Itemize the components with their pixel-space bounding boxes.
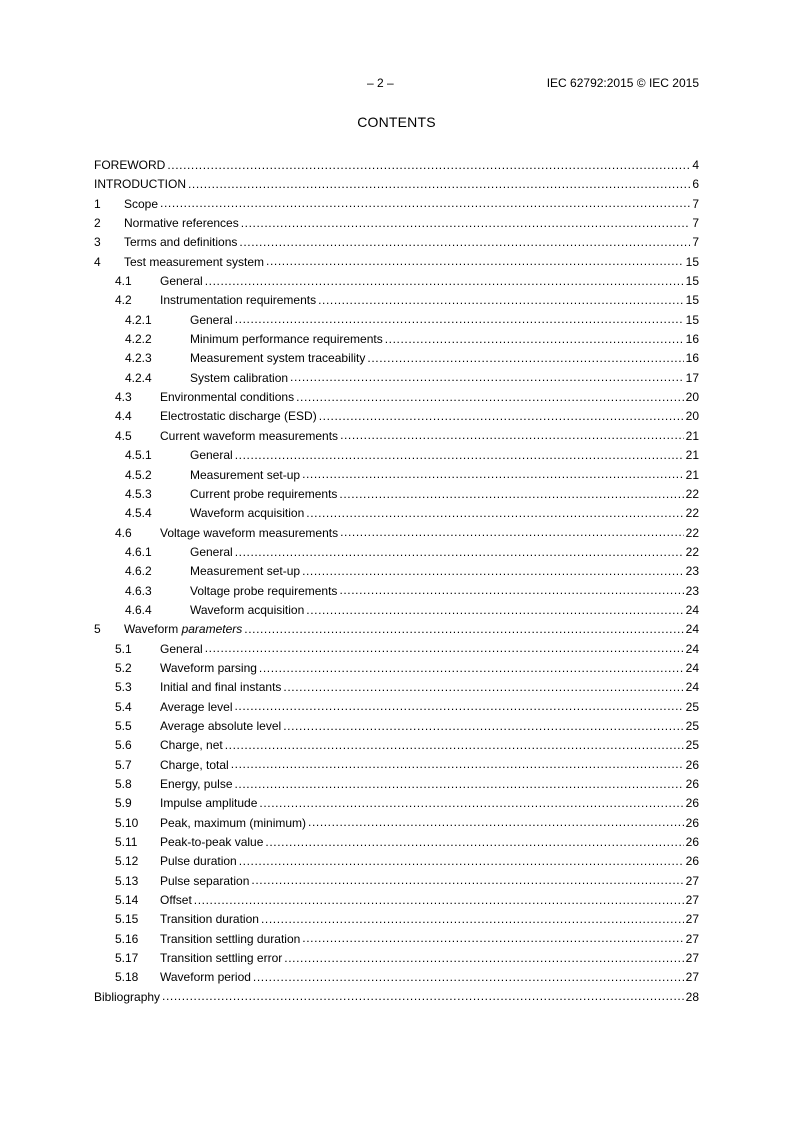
dot-leader [290, 372, 684, 384]
toc-entry[interactable] [94, 794, 699, 813]
toc-entry[interactable] [94, 910, 699, 929]
dot-leader [239, 237, 690, 249]
toc-entry-number: 5.3 [115, 680, 132, 695]
toc-entry-title [160, 814, 306, 833]
toc-entry-title [160, 775, 233, 794]
toc-entry-title [160, 388, 294, 407]
toc-entry-page: 22 [685, 544, 699, 559]
toc-entry-title [160, 930, 300, 949]
dot-leader [167, 160, 690, 172]
dot-leader [251, 875, 683, 887]
dot-leader [339, 585, 683, 597]
toc-entry-title [160, 698, 233, 717]
toc-entry-title-text: Normative references [124, 216, 239, 231]
dot-leader [284, 953, 683, 965]
toc-entry-number: 5.15 [115, 912, 139, 927]
toc-entry-page: 26 [685, 835, 699, 850]
toc-entry-number: 4 [94, 254, 101, 269]
toc-entry-page: 26 [685, 777, 699, 791]
toc-entry-number: 4.5.3 [125, 486, 152, 501]
toc-entry[interactable] [94, 156, 699, 175]
toc-entry-title-text: Measurement set-up [190, 564, 301, 579]
dot-leader [259, 663, 684, 675]
toc-entry-title-text: Average level [160, 699, 233, 714]
toc-entry-title-text: INTRODUCTION [94, 177, 186, 192]
toc-entry[interactable] [94, 833, 699, 852]
dot-leader [306, 605, 683, 617]
dot-leader [302, 469, 684, 481]
toc-entry-title [190, 330, 383, 349]
toc-entry-title-text: Waveform [124, 622, 182, 637]
dot-leader [283, 721, 683, 733]
toc-entry-title [160, 272, 203, 291]
toc-entry-page: 24 [685, 602, 699, 617]
toc-entry-number: 4.6.4 [125, 602, 152, 617]
toc-entry-number: 4.6.2 [125, 564, 152, 579]
toc-entry[interactable] [94, 195, 699, 214]
toc-entry-page: 20 [685, 390, 699, 405]
dot-leader [259, 798, 683, 810]
dot-leader [253, 972, 684, 984]
toc-entry-number: 4.1 [115, 274, 132, 289]
document-reference: IEC 62792:2015 © IEC 2015 [546, 76, 699, 90]
dot-leader [244, 624, 683, 636]
toc-entry-number: 4.2.1 [125, 312, 152, 327]
toc-entry-title-text: Electrostatic discharge (ESD) [160, 409, 317, 424]
toc-entry-page: 26 [685, 815, 699, 830]
dot-leader [318, 295, 684, 307]
toc-entry-title-text: General [190, 448, 233, 463]
toc-entry-page: 28 [685, 989, 699, 1004]
dot-leader [194, 895, 684, 907]
toc-entry-page: 25 [685, 699, 699, 714]
toc-entry-page: 25 [685, 718, 699, 733]
toc-entry-title [160, 910, 259, 929]
toc-entry-title-text: Average absolute level [160, 718, 282, 733]
toc-entry-page: 24 [685, 622, 699, 637]
toc-entry-page: 26 [685, 854, 699, 869]
toc-entry-number: 1 [94, 196, 101, 211]
toc-entry[interactable] [94, 407, 699, 426]
dot-leader [296, 392, 684, 404]
toc-entry-title [160, 794, 257, 813]
toc-entry[interactable] [94, 311, 699, 330]
toc-entry[interactable] [94, 504, 699, 523]
toc-entry-title-text: Peak-to-peak value [160, 835, 264, 850]
toc-entry[interactable] [94, 678, 699, 697]
toc-entry[interactable] [94, 582, 699, 601]
toc-entry-title-text: Minimum performance requirements [190, 332, 383, 347]
toc-entry-title [124, 620, 242, 639]
toc-entry-page: 22 [685, 506, 699, 521]
toc-entry-page: 24 [685, 660, 699, 675]
toc-entry[interactable] [94, 388, 699, 407]
toc-entry[interactable] [94, 775, 699, 794]
toc-entry-title [160, 291, 316, 310]
toc-entry-page: 27 [685, 951, 699, 966]
dot-leader [241, 218, 691, 230]
toc-entry-title-text: Voltage probe requirements [190, 583, 338, 598]
toc-entry[interactable] [94, 988, 699, 1007]
toc-entry[interactable] [94, 175, 699, 194]
toc-entry-number: 5.1 [115, 641, 132, 656]
toc-entry-title-text: FOREWORD [94, 158, 166, 172]
toc-entry[interactable] [94, 891, 699, 910]
toc-entry-number: 5.4 [115, 699, 132, 714]
toc-entry-title-text: Initial and final instants [160, 680, 282, 695]
toc-entry-title [160, 427, 338, 446]
toc-entry[interactable] [94, 330, 699, 349]
toc-entry-page: 24 [685, 641, 699, 656]
toc-entry-title-text: Current probe requirements [190, 486, 338, 501]
toc-entry[interactable] [94, 524, 699, 543]
dot-leader [340, 430, 684, 442]
toc-entry[interactable] [94, 446, 699, 465]
toc-entry-page: 23 [685, 583, 699, 598]
toc-entry-title [124, 233, 237, 252]
toc-entry-page: 7 [692, 196, 699, 211]
dot-leader [385, 334, 684, 346]
toc-entry-page: 7 [692, 216, 699, 231]
toc-entry-title-text: Waveform acquisition [190, 602, 305, 617]
toc-entry-title [190, 349, 365, 368]
toc-entry-title [160, 407, 317, 426]
toc-entry-title-text: Transition duration [160, 912, 259, 927]
dot-leader [188, 179, 690, 191]
toc-entry-title [160, 736, 223, 755]
toc-entry-title [190, 504, 304, 523]
toc-entry-page: 23 [685, 564, 699, 579]
toc-entry-title-text: Waveform parsing [160, 660, 257, 675]
toc-entry-page: 21 [685, 428, 699, 443]
page-title: CONTENTS [357, 114, 436, 130]
toc-entry-title-text: Impulse amplitude [160, 796, 258, 811]
dot-leader [265, 837, 683, 849]
toc-entry[interactable] [94, 427, 699, 446]
toc-entry[interactable] [94, 852, 699, 871]
toc-entry-title-text: Waveform acquisition [190, 506, 305, 521]
toc-entry-page: 15 [685, 293, 699, 308]
toc-entry[interactable] [94, 369, 699, 388]
toc-entry-number: 4.2 [115, 293, 132, 308]
toc-entry-title-text: Instrumentation requirements [160, 293, 317, 308]
toc-entry-number: 4.2.2 [125, 332, 152, 347]
toc-entry[interactable] [94, 756, 699, 775]
toc-entry-title-text: Pulse duration [160, 854, 237, 869]
toc-entry-page: 20 [685, 409, 699, 424]
dot-leader [367, 353, 683, 365]
toc-entry-title [160, 659, 257, 678]
toc-entry[interactable] [94, 814, 699, 833]
toc-entry[interactable] [94, 214, 699, 233]
toc-entry-page: 15 [685, 274, 699, 289]
toc-entry-page: 22 [685, 525, 699, 540]
dot-leader [205, 643, 684, 655]
toc-entry-title [124, 195, 158, 214]
toc-entry-number: 4.6.3 [125, 583, 152, 598]
toc-entry-number: 5.2 [115, 660, 132, 675]
toc-entry-title-text: Waveform period [160, 970, 251, 985]
toc-entry-title [190, 369, 288, 388]
toc-entry-title-text: General [190, 544, 233, 559]
toc-entry-title [160, 678, 281, 697]
toc-entry-page: 15 [685, 254, 699, 269]
toc-entry-title [160, 891, 192, 910]
toc-entry-page: 27 [685, 912, 699, 927]
toc-entry-page: 15 [685, 312, 699, 327]
toc-entry-title-text: Charge, total [160, 757, 229, 772]
toc-entry-title [160, 524, 338, 543]
toc-entry-title-text: Energy, pulse [160, 777, 233, 791]
toc-entry[interactable] [94, 253, 699, 272]
toc-entry-page: 22 [685, 486, 699, 501]
toc-entry-title [190, 466, 300, 485]
dot-leader [235, 701, 684, 713]
toc-entry-title [160, 852, 237, 871]
toc-entry-number: 5.11 [115, 835, 138, 850]
toc-entry-title-text: Voltage waveform measurements [160, 525, 339, 540]
toc-entry-title [124, 214, 239, 233]
toc-entry[interactable] [94, 640, 699, 659]
toc-entry-title-text: System calibration [190, 370, 289, 385]
toc-entry[interactable] [94, 291, 699, 310]
toc-entry[interactable] [94, 233, 699, 252]
toc-entry-title [94, 156, 165, 175]
toc-entry-page: 27 [685, 970, 699, 985]
toc-entry-title-text: General [190, 312, 233, 327]
table-of-contents [94, 156, 699, 1007]
dot-leader [302, 933, 683, 945]
toc-entry-number: 5.14 [115, 893, 139, 908]
toc-entry-title-text: Bibliography [94, 989, 161, 1004]
toc-entry-title-text: Offset [160, 893, 192, 908]
toc-entry-number: 4.6 [115, 525, 132, 540]
toc-entry-title [190, 562, 300, 581]
toc-entry-title [190, 311, 233, 330]
page-header [94, 76, 699, 92]
toc-entry-page: 16 [685, 351, 699, 366]
toc-entry-number: 4.3 [115, 390, 132, 405]
dot-leader [239, 856, 684, 868]
toc-entry-title [190, 446, 233, 465]
dot-leader [235, 450, 684, 462]
toc-entry-page: 27 [685, 893, 699, 908]
toc-entry-title [190, 543, 233, 562]
toc-entry-page: 26 [685, 757, 699, 772]
dot-leader [340, 527, 684, 539]
toc-entry[interactable] [94, 949, 699, 968]
toc-entry-number: 5.18 [115, 970, 139, 985]
toc-entry-number: 5.12 [115, 854, 139, 869]
toc-entry-number: 4.5.1 [125, 448, 152, 463]
dot-leader [235, 314, 684, 326]
toc-entry-title [190, 601, 304, 620]
toc-entry-page: 4 [692, 158, 699, 172]
toc-entry-page: 24 [685, 680, 699, 695]
toc-entry-title [160, 949, 282, 968]
toc-entry-title-text: Current waveform measurements [160, 428, 339, 443]
toc-entry-number: 3 [94, 235, 101, 250]
toc-entry-title-text: General [160, 274, 203, 289]
toc-entry-title [124, 253, 264, 272]
toc-entry[interactable] [94, 272, 699, 291]
toc-entry-page: 16 [685, 332, 699, 347]
toc-entry-number: 5.7 [115, 757, 132, 772]
dot-leader [235, 547, 684, 559]
toc-entry-title [160, 756, 229, 775]
toc-entry-title-italic: parameters [181, 622, 243, 637]
toc-entry-number: 5.16 [115, 931, 139, 946]
dot-leader [266, 256, 684, 268]
dot-leader [283, 682, 683, 694]
toc-entry[interactable] [94, 543, 699, 562]
toc-entry-title [160, 640, 203, 659]
toc-entry-title [160, 833, 263, 852]
dot-leader [319, 411, 684, 423]
toc-entry-number: 4.4 [115, 409, 132, 424]
toc-entry-title-text: Transition settling error [160, 951, 283, 966]
toc-entry-page: 17 [685, 370, 699, 385]
toc-entry-page: 27 [685, 931, 699, 946]
dot-leader [339, 489, 683, 501]
toc-entry-title [160, 717, 281, 736]
toc-entry[interactable] [94, 349, 699, 368]
toc-entry[interactable] [94, 736, 699, 755]
toc-entry-page: 7 [692, 235, 699, 250]
dot-leader [261, 914, 684, 926]
toc-entry[interactable] [94, 601, 699, 620]
toc-entry-number: 5.13 [115, 873, 139, 888]
toc-entry-title [160, 968, 251, 987]
toc-entry[interactable] [94, 698, 699, 717]
dot-leader [308, 817, 684, 829]
toc-entry-page: 26 [685, 796, 699, 811]
dot-leader [225, 740, 684, 752]
toc-entry-number: 5.8 [115, 777, 132, 791]
toc-entry-title-text: General [160, 641, 203, 656]
toc-entry-number: 5.6 [115, 738, 132, 753]
dot-leader [306, 508, 683, 520]
toc-entry-number: 4.2.4 [125, 370, 152, 385]
toc-entry-title-text: Measurement system traceability [190, 351, 366, 366]
page-number: – 2 – [367, 76, 394, 90]
toc-entry-number: 4.5 [115, 428, 132, 443]
toc-entry-number: 5.9 [115, 796, 132, 811]
toc-entry-title [190, 485, 337, 504]
toc-entry[interactable] [94, 485, 699, 504]
toc-entry-number: 5.17 [115, 951, 139, 966]
toc-entry-title-text: Terms and definitions [124, 235, 238, 250]
toc-entry[interactable] [94, 717, 699, 736]
toc-entry-page: 21 [685, 467, 699, 482]
toc-entry-title-text: Environmental conditions [160, 390, 295, 405]
toc-entry[interactable] [94, 562, 699, 581]
dot-leader [231, 759, 684, 771]
toc-entry-title [160, 872, 249, 891]
dot-leader [160, 198, 690, 210]
toc-entry-title-text: Measurement set-up [190, 467, 301, 482]
toc-entry-title-text: Test measurement system [124, 254, 265, 269]
toc-entry-title-text: Peak, maximum (minimum) [160, 815, 307, 830]
toc-entry-title-text: Pulse separation [160, 873, 250, 888]
toc-entry[interactable] [94, 968, 699, 987]
toc-entry-title [94, 988, 160, 1007]
toc-entry-number: 4.5.2 [125, 467, 152, 482]
dot-leader [235, 779, 684, 791]
toc-entry-page: 6 [692, 177, 699, 192]
toc-entry-number: 5.10 [115, 815, 139, 830]
toc-entry-page: 21 [685, 448, 699, 463]
toc-entry-number: 4.2.3 [125, 351, 152, 366]
dot-leader [302, 566, 684, 578]
toc-entry-number: 5.5 [115, 718, 132, 733]
toc-entry-title [94, 175, 186, 194]
toc-entry[interactable] [94, 930, 699, 949]
toc-entry-page: 27 [685, 873, 699, 888]
dot-leader [205, 276, 684, 288]
toc-entry[interactable] [94, 659, 699, 678]
toc-entry-number: 4.5.4 [125, 506, 152, 521]
toc-entry-number: 2 [94, 216, 101, 231]
toc-entry-page: 25 [685, 738, 699, 753]
dot-leader [162, 991, 684, 1003]
toc-entry-title-text: Transition settling duration [160, 931, 301, 946]
toc-entry-title-text: Scope [124, 196, 159, 211]
toc-entry[interactable] [94, 620, 699, 639]
toc-entry-number: 4.6.1 [125, 544, 152, 559]
toc-entry-title [190, 582, 337, 601]
toc-entry-number: 5 [94, 622, 101, 637]
toc-entry[interactable] [94, 466, 699, 485]
toc-entry-title-text: Charge, net [160, 738, 223, 753]
toc-entry[interactable] [94, 872, 699, 891]
